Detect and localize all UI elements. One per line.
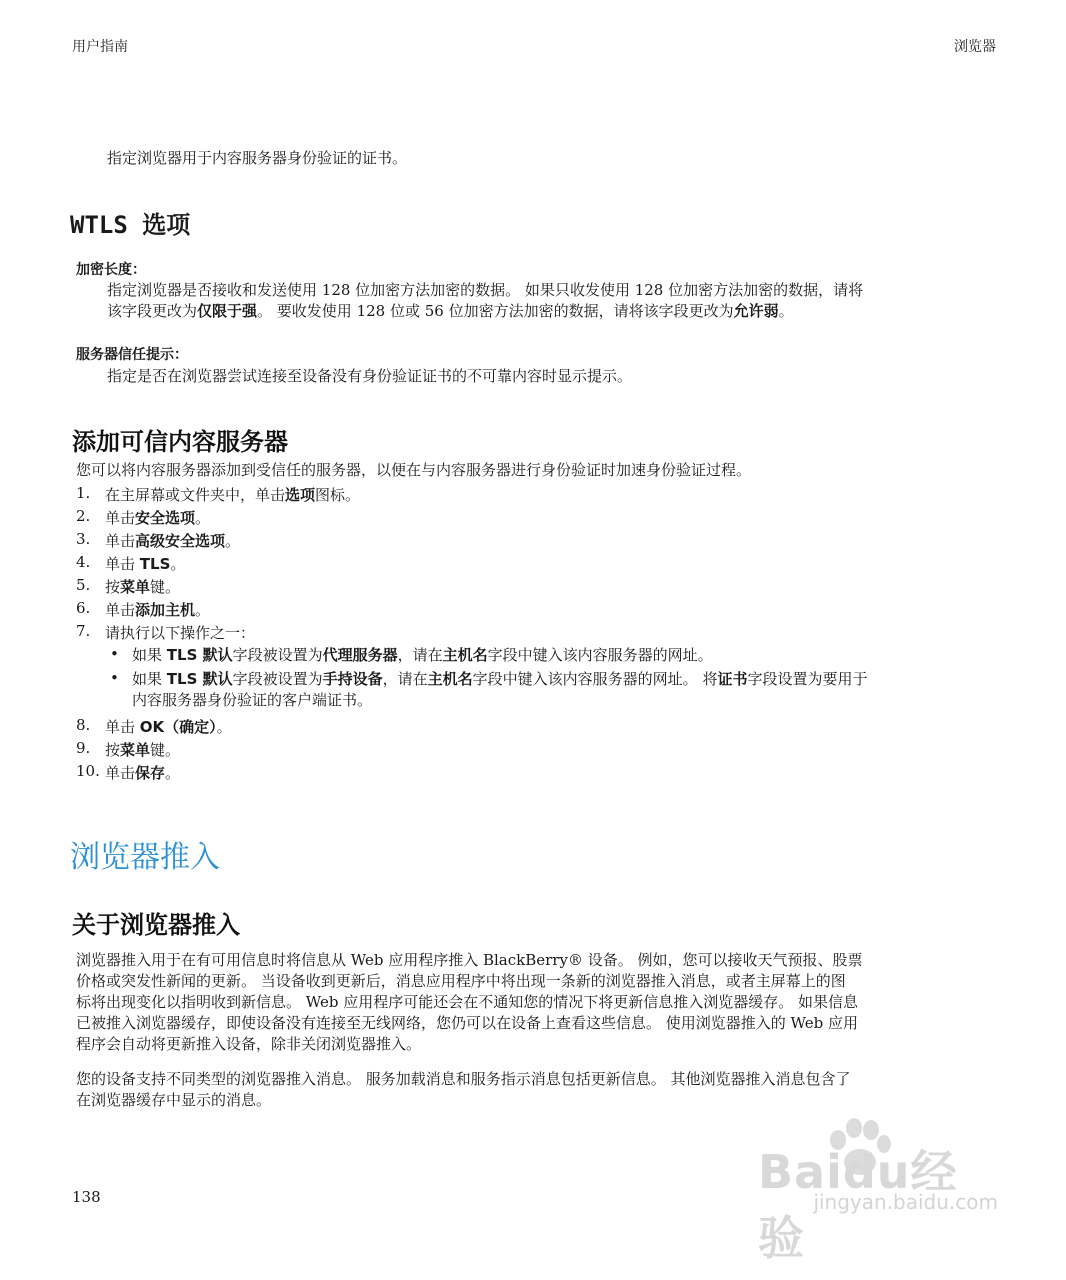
watermark: [758, 1118, 998, 1265]
push-paragraph-2: 您的设备支持不同类型的浏览器推入消息。 服务加载消息和服务指示消息包括更新信息。 其他浏览器推入消息包含了 在浏览器缓存中显示的消息。: [76, 1070, 851, 1109]
trust-desc: 指定是否在浏览器尝试连接至设备没有身份验证证书的不可靠内容时显示提示。: [107, 367, 633, 385]
step-number: 5.: [76, 576, 91, 594]
bullet-icon: •: [110, 645, 119, 663]
bullet-item-proxy: 如果 TLS 默认字段被设置为代理服务器，请在主机名字段中键入该内容服务器的网址。: [132, 646, 713, 664]
step-number: 8.: [76, 716, 91, 734]
step-number: 7.: [76, 622, 91, 640]
page-number: 138: [72, 1188, 101, 1206]
list-item: 单击安全选项。: [105, 509, 211, 527]
step-number: 4.: [76, 553, 91, 571]
step-number: 10.: [76, 762, 100, 780]
trust-term: 服务器信任提示：: [76, 347, 188, 363]
encryption-desc-line1: 指定浏览器是否接收和发送使用 128 位加密方法加密的数据。 如果只收发使用 128 位加密方法加密的数据，请将: [107, 281, 864, 299]
list-item: 单击 TLS。: [105, 555, 186, 573]
encryption-term: 加密长度：: [76, 262, 146, 278]
step-number: 3.: [76, 530, 91, 548]
watermark-url: jingyan.baidu.com: [813, 1190, 998, 1214]
list-item: 在主屏幕或文件夹中，单击选项图标。: [105, 486, 361, 504]
step-number: 2.: [76, 507, 91, 525]
intro-line: 指定浏览器用于内容服务器身份验证的证书。: [107, 149, 408, 167]
push-paragraph-1: 浏览器推入用于在有可用信息时将信息从 Web 应用程序推入 BlackBerry® 设备。 例如，您可以接收天气预报、股票 价格或突发性新闻的更新。 当设备收到更新后，消息应用程序中将出现一条新的浏览器推入消息，或者主屏幕上的图 标将出现变化以指明收到新信息。 Web 应用程序可能还会在不通知您的情况下将更新信息推入浏览器缓存。 如果信息 已被推入浏览器缓存，即使设备没有连接至无线网络，您仍可以在设备上查看这些信息。 使用浏览器推入的 Web 应用 程序会自动将更新推入设备，除非关闭浏览器推入。: [76, 951, 863, 1053]
header-left: 用户指南: [72, 39, 128, 55]
list-item: 按菜单键。: [105, 741, 181, 759]
add-server-heading: 添加可信内容服务器: [72, 428, 288, 456]
list-item: 请执行以下操作之一：: [105, 624, 256, 642]
list-item: 单击保存。: [105, 764, 181, 782]
add-server-intro: 您可以将内容服务器添加到受信任的服务器，以便在与内容服务器进行身份验证时加速身份验证过程。: [76, 461, 752, 479]
list-item: 单击高级安全选项。: [105, 532, 241, 550]
section-title: 浏览器推入: [70, 840, 220, 875]
bullet-icon: •: [110, 669, 119, 687]
watermark-logo: Baidu经验: [758, 1145, 958, 1265]
bullet-item-handheld: 如果 TLS 默认字段被设置为手持设备，请在主机名字段中键入该内容服务器的网址。 将证书字段设置为要用于 内容服务器身份验证的客户端证书。: [132, 670, 868, 709]
step-number: 1.: [76, 484, 91, 502]
header-right: 浏览器: [954, 39, 996, 55]
step-number: 6.: [76, 599, 91, 617]
step-number: 9.: [76, 739, 91, 757]
encryption-desc-line2: 该字段更改为仅限于强。 要收发使用 128 位或 56 位加密方法加密的数据，请将该字段更改为允许弱。: [107, 302, 794, 320]
list-item: 单击添加主机。: [105, 601, 211, 619]
list-item: 单击 OK（确定）。: [105, 718, 232, 736]
list-item: 按菜单键。: [105, 578, 181, 596]
about-push-heading: 关于浏览器推入: [72, 911, 240, 939]
wtls-heading: WTLS 选项: [70, 211, 191, 239]
